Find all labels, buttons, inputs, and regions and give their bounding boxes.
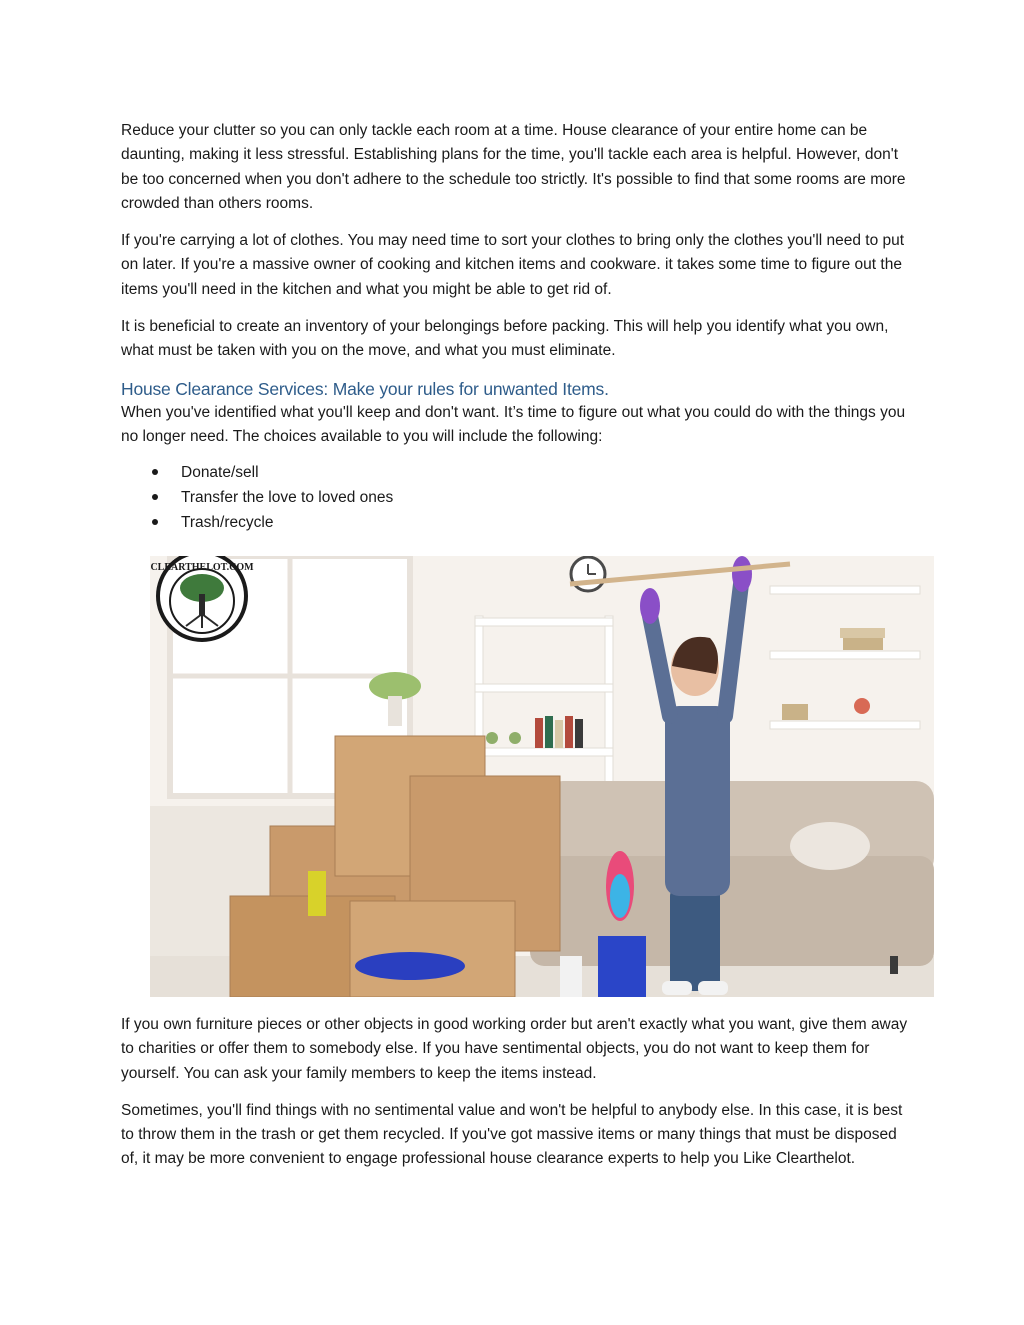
paragraph-4: If you own furniture pieces or other objects in good working order but aren't exactly what you want, give them away to charities or offer them to somebody else. If you have sentimental objects, you do not want to keep them for yourself. You can ask your family members to keep the items instead. <box>121 1016 908 1082</box>
body-text-bottom <box>121 1013 911 1185</box>
paragraph-5: Sometimes, you'll find things with no sentimental value and won't be helpful to anybody else. In this case, it is best to throw them in the trash or get them recycled. If you've got massive items or many things that must be disposed of, it may be more convenient to engage professional house clearance experts to help you Like Clearthelot. <box>121 1101 903 1168</box>
photo-illustration <box>150 556 934 997</box>
paragraph-3: It is beneficial to create an inventory of your belongings before packing. This will help you identify what you own, what must be taken with you on the move, and what you must eliminate. <box>121 318 889 360</box>
spray-bottle <box>308 871 326 916</box>
bucket <box>598 936 646 997</box>
article-photo <box>150 556 934 997</box>
paragraph-2: If you're carrying a lot of clothes. You may need time to sort your clothes to bring only the clothes you'll need to put on later. If you're a massive owner of cooking and kitchen items and cookware. it takes some time to figure out the items you'll need in the kitchen and what you might be able to get rid of. <box>121 232 905 298</box>
plant <box>369 672 421 700</box>
sofa <box>530 781 934 974</box>
list-item: Trash/recycle <box>121 510 911 535</box>
paragraph-1: Reduce your clutter so you can only tackle each room at a time. House clearance of your entire home can be daunting, making it less stressful. Establishing plans for the time, you'll tackle each area is helpful. However, don't be too concerned when you don't adhere to the schedule too strictly. It's possible to find that some rooms are more crowded than others rooms. <box>121 122 906 212</box>
list-item: Transfer the love to loved ones <box>121 485 911 510</box>
paper-roll <box>560 956 582 997</box>
body-text-top <box>121 119 911 535</box>
intro-paragraph: When you've identified what you'll keep and don't want. It’s time to figure out what you could do with the things you no longer need. The choices available to you will include the following: <box>121 403 906 445</box>
list-item: Donate/sell <box>121 460 911 485</box>
logo-text: CLEARTHELOT.COM <box>150 562 254 573</box>
bowl <box>355 952 465 980</box>
options-list <box>121 460 911 535</box>
section-heading: House Clearance Services: Make your rules for unwanted Items. <box>121 378 609 399</box>
